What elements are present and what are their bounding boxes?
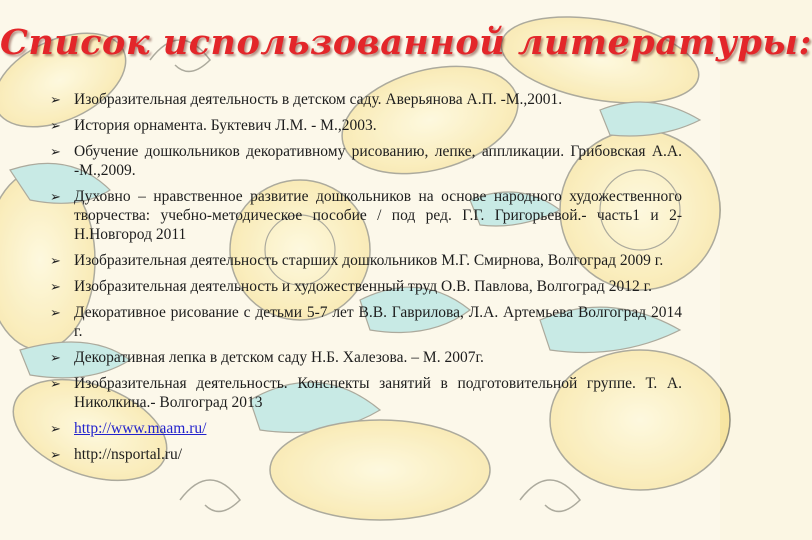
- arrow-bullet-icon: ➢: [50, 447, 61, 462]
- reference-text: Обучение дошкольников декоративному рисованию, лепке, аппликации. Грибовская А.А. -М.,2009.: [74, 143, 682, 179]
- list-item: [50, 187, 682, 244]
- arrow-bullet-icon: ➢: [50, 279, 61, 294]
- reference-list: [50, 90, 682, 471]
- list-item: [50, 419, 682, 438]
- list-item: [50, 303, 682, 341]
- arrow-bullet-icon: ➢: [50, 376, 61, 391]
- arrow-bullet-icon: ➢: [50, 92, 61, 107]
- list-item: [50, 116, 682, 135]
- list-item: [50, 374, 682, 412]
- arrow-bullet-icon: ➢: [50, 253, 61, 268]
- list-item: [50, 251, 682, 270]
- reference-text: Изобразительная деятельность старших дошкольников М.Г. Смирнова, Волгоград 2009 г.: [74, 252, 664, 269]
- reference-text: Изобразительная деятельность. Конспекты занятий в подготовительной группе. Т. А. Николкина.- Волгоград 2013: [74, 375, 682, 411]
- list-item: [50, 445, 682, 464]
- reference-text: Духовно – нравственное развитие дошкольников на основе народного художественного творчества: учебно-методическое пособие / под ред. Г.Г. Григорьевой.- часть1 и 2- Н.Новгород 2011: [74, 188, 682, 243]
- arrow-bullet-icon: ➢: [50, 350, 61, 365]
- nsportal-link-text: http://nsportal.ru/: [74, 446, 183, 463]
- maam-link[interactable]: http://www.maam.ru/: [74, 420, 207, 437]
- arrow-bullet-icon: ➢: [50, 305, 61, 320]
- reference-text: Изобразительная деятельность и художественный труд О.В. Павлова, Волгоград 2012 г.: [74, 278, 653, 295]
- list-item: [50, 90, 682, 109]
- list-item: [50, 277, 682, 296]
- slide-title: Список использованной литературы:: [0, 22, 812, 63]
- arrow-bullet-icon: ➢: [50, 144, 61, 159]
- reference-text: Декоративное рисование с детьми 5-7 лет В.В. Гаврилова, Л.А. Артемьева Волгоград 2014 г.: [74, 304, 682, 340]
- arrow-bullet-icon: ➢: [50, 118, 61, 133]
- reference-text: История орнамента. Буктевич Л.М. - М.,2003.: [74, 117, 377, 134]
- list-item: [50, 348, 682, 367]
- reference-text: Изобразительная деятельность в детском саду. Аверьянова А.П. -М.,2001.: [74, 91, 563, 108]
- list-item: [50, 142, 682, 180]
- arrow-bullet-icon: ➢: [50, 421, 61, 436]
- arrow-bullet-icon: ➢: [50, 189, 61, 204]
- reference-text: Декоративная лепка в детском саду Н.Б. Халезова. – М. 2007г.: [74, 349, 484, 366]
